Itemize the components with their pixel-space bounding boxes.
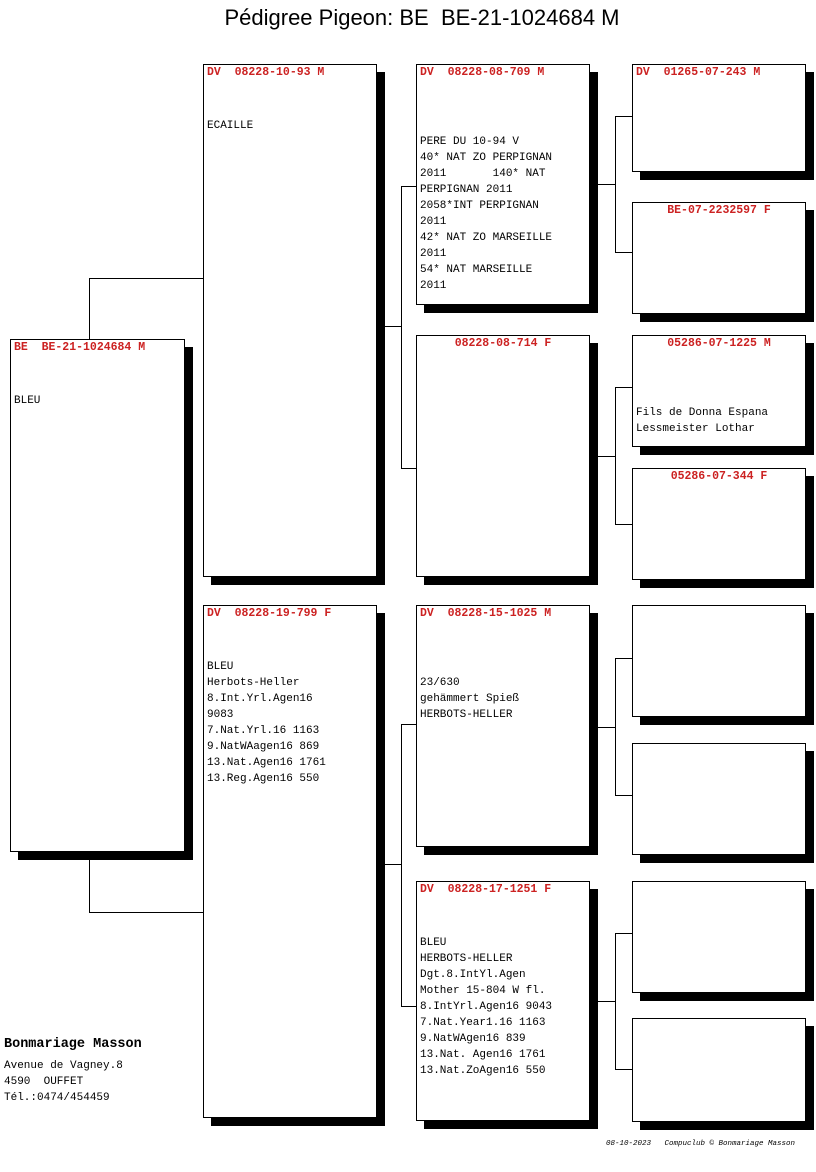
note-line: 2011 140* NAT bbox=[420, 168, 546, 180]
owner-name: Bonmariage Masson bbox=[4, 1037, 142, 1052]
note-line: 40* NAT ZO PERPIGNAN bbox=[420, 152, 553, 164]
dam-dam-sire-card[interactable] bbox=[632, 881, 806, 993]
dam-dam-ring-number: DV 08228-17-1251 F bbox=[420, 883, 552, 896]
dam-sire-ring-number: DV 08228-15-1025 M bbox=[420, 607, 552, 620]
note-line: PERPIGNAN 2011 bbox=[420, 184, 513, 196]
sire-dam-ring-number: 08228-08-714 F bbox=[454, 337, 552, 350]
sire-sire-sire-card[interactable] bbox=[632, 64, 806, 172]
dam-sire-card[interactable] bbox=[416, 605, 590, 847]
connector bbox=[597, 456, 615, 457]
sire-notes bbox=[207, 118, 253, 134]
connector bbox=[401, 724, 402, 1006]
note-line: Herbots-Heller bbox=[207, 677, 300, 689]
note-line: BLEU bbox=[14, 395, 41, 407]
sire-sire-dam-ring-number: BE-07-2232597 F bbox=[667, 204, 771, 217]
connector bbox=[615, 933, 616, 1069]
note-line: 2011 bbox=[420, 280, 447, 292]
connector bbox=[615, 387, 632, 388]
sire-sire-dam-card[interactable] bbox=[632, 202, 806, 314]
note-line: 8.Int.Yrl.Agen16 bbox=[207, 693, 313, 705]
dam-ring-number: DV 08228-19-799 F bbox=[207, 607, 332, 620]
sire-card[interactable] bbox=[203, 64, 377, 577]
owner-block bbox=[4, 1036, 142, 1106]
note-line: 13.Nat. Agen16 1761 bbox=[420, 1049, 546, 1061]
sire-sire-sire-ring-number: DV 01265-07-243 M bbox=[636, 66, 761, 79]
note-line: PERE DU 10-94 V bbox=[420, 136, 520, 148]
sire-dam-sire-ring-number: 05286-07-1225 M bbox=[667, 337, 771, 350]
sire-ring-number: DV 08228-10-93 M bbox=[207, 66, 325, 79]
connector bbox=[401, 1006, 416, 1007]
note-line: 54* NAT MARSEILLE bbox=[420, 264, 533, 276]
connector bbox=[615, 252, 632, 253]
connector bbox=[597, 184, 615, 185]
note-line: 9.NatWAgen16 839 bbox=[420, 1033, 526, 1045]
dam-notes bbox=[207, 659, 326, 787]
connector bbox=[597, 727, 615, 728]
note-line: 7.Nat.Yrl.16 1163 bbox=[207, 725, 320, 737]
note-line: Mother 15-804 W fl. bbox=[420, 985, 546, 997]
sire-dam-dam-ring-number: 05286-07-344 F bbox=[670, 470, 768, 483]
sire-dam-sire-card[interactable] bbox=[632, 335, 806, 447]
connector bbox=[89, 912, 204, 913]
dam-sire-sire-card[interactable] bbox=[632, 605, 806, 717]
note-line: 2058*INT PERPIGNAN bbox=[420, 200, 539, 212]
note-line: 13.Nat.Agen16 1761 bbox=[207, 757, 326, 769]
dam-dam-notes bbox=[420, 935, 552, 1079]
owner-phone: Tél.:0474/454459 bbox=[4, 1092, 110, 1104]
dam-dam-card[interactable] bbox=[416, 881, 590, 1121]
note-line: ECAILLE bbox=[207, 120, 254, 132]
note-line: 13.Nat.ZoAgen16 550 bbox=[420, 1065, 546, 1077]
connector bbox=[615, 795, 632, 796]
sire-dam-sire-notes bbox=[636, 405, 768, 437]
connector bbox=[615, 116, 632, 117]
dam-card[interactable] bbox=[203, 605, 377, 1118]
connector bbox=[615, 387, 616, 524]
connector bbox=[615, 116, 616, 252]
note-line: BLEU bbox=[207, 661, 234, 673]
note-line: Lessmeister Lothar bbox=[636, 423, 755, 435]
sire-sire-card[interactable] bbox=[416, 64, 590, 305]
connector bbox=[615, 524, 632, 525]
note-line: 9.NatWAagen16 869 bbox=[207, 741, 320, 753]
note-line: Dgt.8.IntYl.Agen bbox=[420, 969, 526, 981]
dam-dam-dam-card[interactable] bbox=[632, 1018, 806, 1122]
connector bbox=[615, 658, 616, 795]
note-line: HERBOTS-HELLER bbox=[420, 953, 513, 965]
note-line: 7.Nat.Year1.16 1163 bbox=[420, 1017, 546, 1029]
subject-card[interactable] bbox=[10, 339, 185, 852]
connector bbox=[615, 1069, 632, 1070]
connector bbox=[401, 186, 402, 468]
connector bbox=[384, 864, 401, 865]
note-line: 9083 bbox=[207, 709, 234, 721]
page-title: Pédigree Pigeon: BE BE-21-1024684 M bbox=[224, 5, 620, 30]
note-line: 13.Reg.Agen16 550 bbox=[207, 773, 320, 785]
connector bbox=[615, 933, 632, 934]
owner-address-street: Avenue de Vagney.8 bbox=[4, 1060, 123, 1072]
sire-dam-dam-card[interactable] bbox=[632, 468, 806, 580]
note-line: 8.IntYrl.Agen16 9043 bbox=[420, 1001, 553, 1013]
footer-credit: 08-10-2023 Compuclub © Bonmariage Masson bbox=[606, 1140, 796, 1148]
note-line: Fils de Donna Espana bbox=[636, 407, 769, 419]
connector bbox=[615, 658, 632, 659]
dam-sire-notes bbox=[420, 675, 519, 723]
note-line: gehämmert Spieß bbox=[420, 693, 520, 705]
subject-notes bbox=[14, 393, 40, 409]
sire-sire-notes bbox=[420, 134, 552, 294]
note-line: 2011 bbox=[420, 216, 447, 228]
connector bbox=[89, 278, 90, 339]
connector bbox=[597, 1001, 615, 1002]
connector bbox=[384, 326, 401, 327]
dam-sire-dam-card[interactable] bbox=[632, 743, 806, 855]
subject-ring-number: BE BE-21-1024684 M bbox=[14, 341, 146, 354]
connector bbox=[401, 468, 416, 469]
note-line: 23/630 bbox=[420, 677, 460, 689]
connector bbox=[401, 724, 416, 725]
owner-address-city: 4590 OUFFET bbox=[4, 1076, 84, 1088]
connector bbox=[89, 278, 204, 279]
connector bbox=[89, 860, 90, 912]
note-line: HERBOTS-HELLER bbox=[420, 709, 513, 721]
note-line: 2011 bbox=[420, 248, 447, 260]
note-line: 42* NAT ZO MARSEILLE bbox=[420, 232, 553, 244]
connector bbox=[401, 186, 416, 187]
sire-dam-card[interactable] bbox=[416, 335, 590, 577]
sire-sire-ring-number: DV 08228-08-709 M bbox=[420, 66, 545, 79]
note-line: BLEU bbox=[420, 937, 447, 949]
